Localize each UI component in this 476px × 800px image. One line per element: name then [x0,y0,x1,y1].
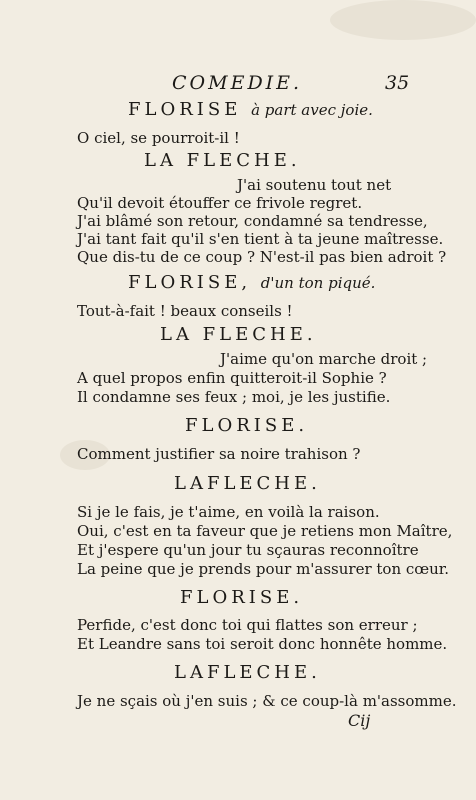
speaker-name: LAFLECHE. [174,662,321,683]
speaker-name [128,274,375,292]
speaker-name: FLORISE. [180,587,304,608]
speaker-name: FLORISE. [185,415,309,436]
verse-line: Je ne sçais où j'en suis ; & ce coup-là m'assomme. [77,692,457,710]
verse-line: Et Leandre sans toi seroit donc honnête homme. [77,635,448,653]
verse-line: J'ai blâmé son retour, condamné sa tendresse, [77,212,428,230]
verse-line: Il condamne ses feux ; moi, je les justifie. [77,388,391,406]
speaker-name-text: FLORISE, [128,272,252,293]
speaker-name-text: FLORISE [128,99,242,120]
stage-direction: à part avec joie. [251,101,373,119]
verse-line: Qu'il devoit étouffer ce frivole regret. [77,194,363,212]
speaker-name: LA FLECHE. [160,324,317,345]
stage-direction: d'un ton piqué. [260,274,376,292]
paper-stain [330,0,476,40]
running-title: COMEDIE. [172,72,303,94]
verse-line: J'ai soutenu tout net [237,176,392,194]
verse-line: Tout-à-fait ! beaux conseils ! [77,302,293,320]
verse-line: Oui, c'est en ta faveur que je retiens mon Maître, [77,522,453,540]
verse-line: Et j'espere qu'un jour tu sçauras reconnoître [77,541,419,559]
verse-line: O ciel, se pourroit-il ! [77,129,240,147]
verse-line: Si je le fais, je t'aime, en voilà la raison. [77,503,380,521]
verse-line: J'aime qu'on marche droit ; [220,350,428,368]
verse-line: Comment justifier sa noire trahison ? [77,445,361,463]
signature-mark: Cij [348,711,371,730]
verse-line: J'ai tant fait qu'il s'en tient à ta jeune maîtresse. [77,230,444,248]
speaker-name: LA FLECHE. [144,150,301,171]
speaker-name [128,101,373,119]
verse-line: La peine que je prends pour m'assurer ton cœur. [77,560,450,578]
verse-line: Perfide, c'est donc toi qui flattes son erreur ; [77,616,418,634]
speaker-name: LAFLECHE. [174,473,321,494]
verse-line: A quel propos enfin quitteroit-il Sophie ? [77,369,387,387]
page-number: 35 [385,72,410,94]
verse-line: Que dis-tu de ce coup ? N'est-il pas bien adroit ? [77,248,447,266]
